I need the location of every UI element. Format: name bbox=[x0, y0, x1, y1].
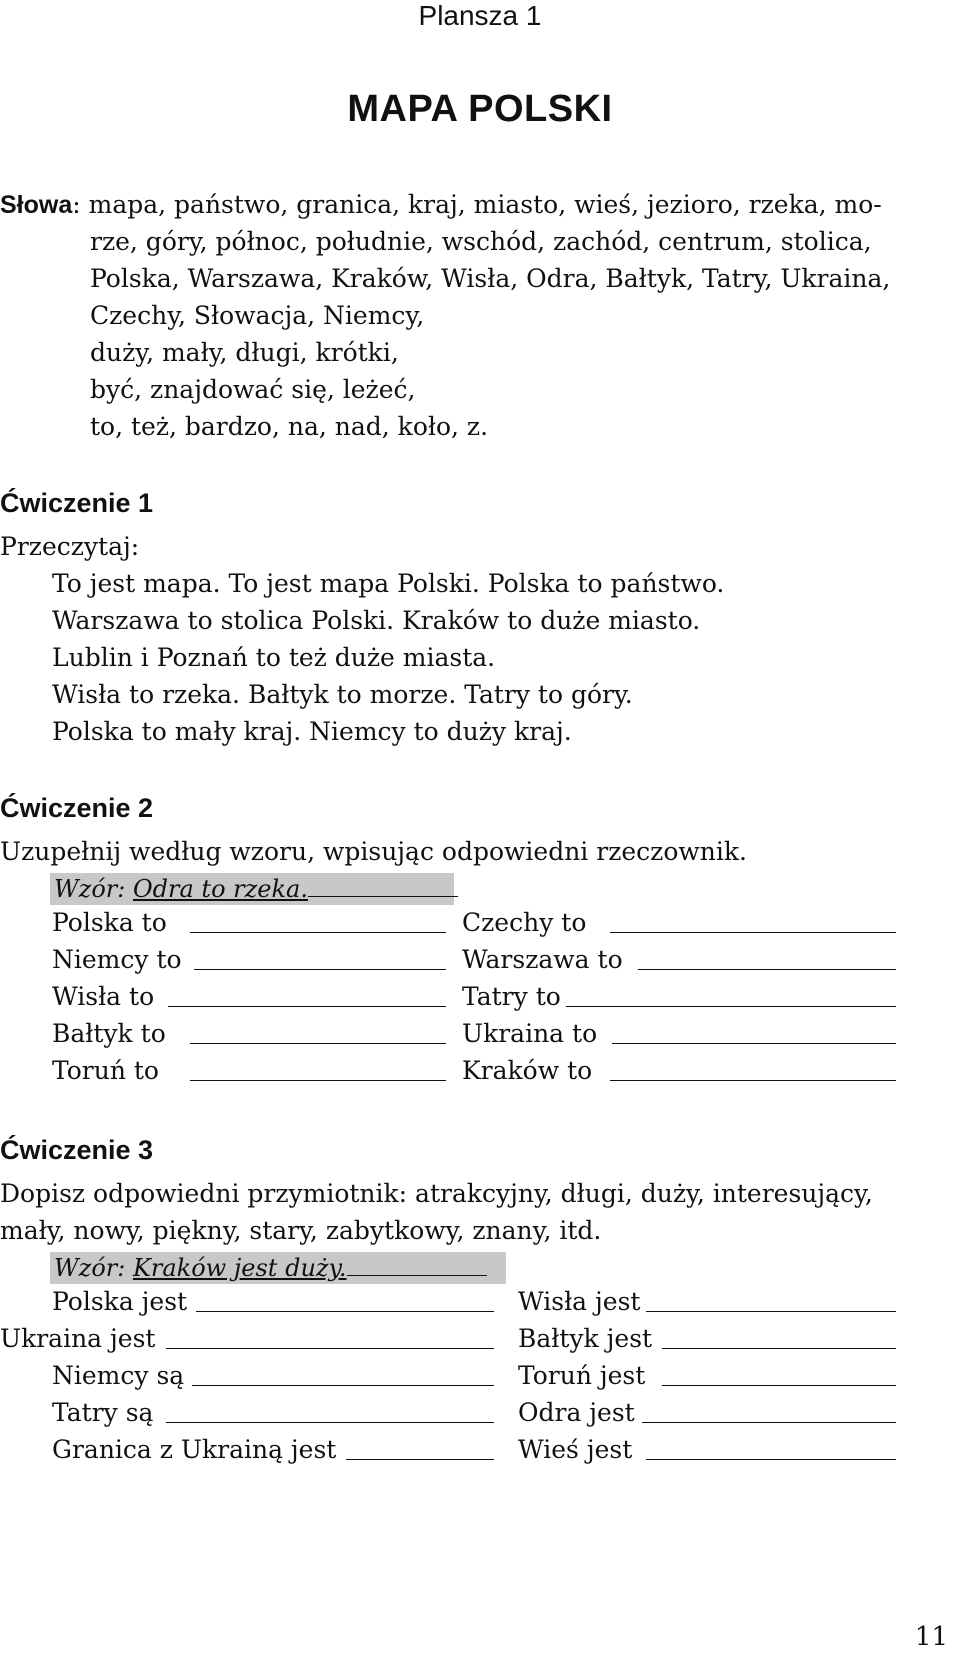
words-line: być, znajdować się, leżeć, bbox=[90, 375, 416, 404]
example-prefix: Wzór: bbox=[54, 875, 126, 903]
exercise-3-prompt: Ukraina jest bbox=[0, 1324, 156, 1353]
answer-blank[interactable] bbox=[166, 1422, 494, 1423]
answer-blank[interactable] bbox=[612, 1043, 896, 1044]
exercise-2-prompt: Czechy to bbox=[462, 908, 587, 937]
words-line: to, też, bardzo, na, nad, koło, z. bbox=[90, 412, 489, 441]
exercise-3-heading: Ćwiczenie 3 bbox=[0, 1135, 154, 1165]
exercise-2-prompt: Polska to bbox=[52, 908, 167, 937]
answer-blank[interactable] bbox=[190, 1043, 446, 1044]
exercise-1-heading: Ćwiczenie 1 bbox=[0, 488, 154, 518]
exercise-2-heading: Ćwiczenie 2 bbox=[0, 793, 154, 823]
answer-blank[interactable] bbox=[662, 1348, 896, 1349]
words-line: rze, góry, północ, południe, wschód, zachód, centrum, stolica, bbox=[90, 227, 872, 256]
exercise-3-prompt: Tatry są bbox=[52, 1398, 154, 1427]
exercise-3-example bbox=[50, 1252, 506, 1284]
answer-blank[interactable] bbox=[192, 1385, 494, 1386]
page-header: Plansza 1 bbox=[418, 0, 542, 31]
exercise-1-instruction: Przeczytaj: bbox=[0, 532, 140, 561]
exercise-3-instruction: mały, nowy, piękny, stary, zabytkowy, znany, itd. bbox=[0, 1216, 602, 1245]
exercise-3-prompt: Toruń jest bbox=[518, 1361, 646, 1390]
exercise-1-line: Polska to mały kraj. Niemcy to duży kraj. bbox=[52, 717, 572, 746]
words-line: duży, mały, długi, krótki, bbox=[90, 338, 399, 367]
words-label: Słowa bbox=[0, 191, 73, 219]
answer-blank[interactable] bbox=[646, 1311, 896, 1312]
exercise-3-prompt: Odra jest bbox=[518, 1398, 635, 1427]
answer-blank[interactable] bbox=[610, 1080, 896, 1081]
exercise-1-line: Lublin i Poznań to też duże miasta. bbox=[52, 643, 496, 672]
exercise-3-prompt: Wieś jest bbox=[518, 1435, 633, 1464]
answer-blank[interactable] bbox=[194, 969, 446, 970]
exercise-3-prompt: Bałtyk jest bbox=[518, 1324, 653, 1353]
exercise-3-instruction: Dopisz odpowiedni przymiotnik: atrakcyjny, długi, duży, interesujący, bbox=[0, 1179, 873, 1208]
exercise-3-prompt: Granica z Ukrainą jest bbox=[52, 1435, 337, 1464]
words-line: : mapa, państwo, granica, kraj, miasto, wieś, jezioro, rzeka, mo- bbox=[72, 190, 882, 219]
exercise-2-prompt: Ukraina to bbox=[462, 1019, 598, 1048]
exercise-3-prompt: Polska jest bbox=[52, 1287, 188, 1316]
exercise-2-prompt: Wisła to bbox=[52, 982, 155, 1011]
answer-blank[interactable] bbox=[346, 1459, 494, 1460]
exercise-1-line: Wisła to rzeka. Bałtyk to morze. Tatry to góry. bbox=[52, 680, 633, 709]
example-blank bbox=[347, 1253, 487, 1276]
example-blank bbox=[308, 874, 458, 897]
exercise-1-line: To jest mapa. To jest mapa Polski. Polska to państwo. bbox=[52, 569, 725, 598]
exercise-1-line: Warszawa to stolica Polski. Kraków to duże miasto. bbox=[52, 606, 701, 635]
answer-blank[interactable] bbox=[566, 1006, 896, 1007]
exercise-2-prompt: Bałtyk to bbox=[52, 1019, 166, 1048]
answer-blank[interactable] bbox=[166, 1348, 494, 1349]
answer-blank[interactable] bbox=[646, 1459, 896, 1460]
page-title: MAPA POLSKI bbox=[347, 88, 613, 130]
example-text: Kraków jest duży. bbox=[132, 1254, 347, 1282]
page-number: 11 bbox=[914, 1622, 948, 1652]
exercise-2-prompt: Toruń to bbox=[52, 1056, 159, 1085]
words-line: Polska, Warszawa, Kraków, Wisła, Odra, Bałtyk, Tatry, Ukraina, bbox=[90, 264, 891, 293]
answer-blank[interactable] bbox=[610, 932, 896, 933]
exercise-3-prompt: Niemcy są bbox=[52, 1361, 185, 1390]
exercise-2-prompt: Kraków to bbox=[462, 1056, 593, 1085]
exercise-2-example bbox=[50, 873, 454, 905]
answer-blank[interactable] bbox=[168, 1006, 446, 1007]
words-first-line bbox=[0, 186, 882, 224]
answer-blank[interactable] bbox=[190, 932, 446, 933]
exercise-3-prompt: Wisła jest bbox=[518, 1287, 641, 1316]
answer-blank[interactable] bbox=[642, 1422, 896, 1423]
exercise-2-prompt: Tatry to bbox=[462, 982, 561, 1011]
words-line: Czechy, Słowacja, Niemcy, bbox=[90, 301, 425, 330]
example-prefix: Wzór: bbox=[54, 1254, 126, 1282]
answer-blank[interactable] bbox=[662, 1385, 896, 1386]
answer-blank[interactable] bbox=[196, 1311, 494, 1312]
exercise-2-instruction: Uzupełnij według wzoru, wpisując odpowiedni rzeczownik. bbox=[0, 837, 747, 866]
answer-blank[interactable] bbox=[190, 1080, 446, 1081]
example-text: Odra to rzeka. bbox=[132, 875, 308, 903]
answer-blank[interactable] bbox=[638, 969, 896, 970]
exercise-2-prompt: Niemcy to bbox=[52, 945, 182, 974]
exercise-2-prompt: Warszawa to bbox=[462, 945, 623, 974]
